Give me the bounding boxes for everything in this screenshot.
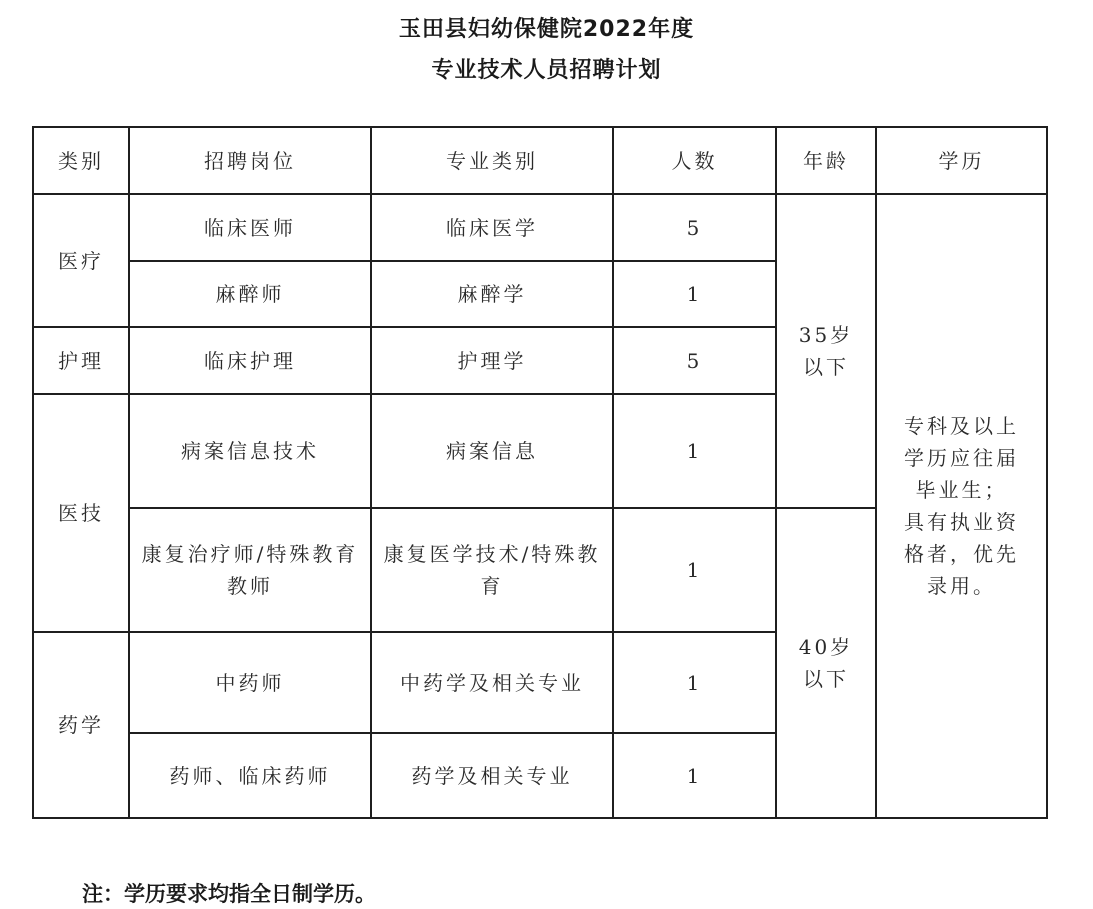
- header-row: [33, 127, 1047, 194]
- age-line: 40岁: [798, 635, 854, 659]
- education-line: 专科及以上: [904, 414, 1019, 438]
- education-line: 学历应往届: [904, 446, 1019, 470]
- header-major: 专业类别: [371, 127, 613, 194]
- page-subtitle: 专业技术人员招聘计划: [431, 58, 662, 83]
- count-cell: 1: [613, 733, 776, 818]
- category-cell: 护理: [33, 327, 129, 394]
- major-cell: 康复医学技术/特殊教育: [371, 508, 613, 632]
- recruitment-table: [32, 126, 1048, 819]
- education-cell: [876, 194, 1047, 818]
- count-cell: 1: [613, 632, 776, 733]
- count-cell: 1: [613, 394, 776, 508]
- position-cell: 临床护理: [129, 327, 371, 394]
- major-cell: 病案信息: [371, 394, 613, 508]
- position-cell: 临床医师: [129, 194, 371, 261]
- major-cell: 中药学及相关专业: [371, 632, 613, 733]
- count-cell: 1: [613, 508, 776, 632]
- age-line: 35岁: [798, 323, 854, 347]
- count-cell: 1: [613, 261, 776, 327]
- major-cell: 麻醉学: [371, 261, 613, 327]
- position-cell: 中药师: [129, 632, 371, 733]
- age-cell: [776, 508, 876, 818]
- count-cell: 5: [613, 194, 776, 261]
- header-position: 招聘岗位: [129, 127, 371, 194]
- category-cell: 药学: [33, 632, 129, 818]
- education-line: 格者，优先: [904, 542, 1019, 566]
- position-cell: 药师、临床药师: [129, 733, 371, 818]
- major-cell: 药学及相关专业: [371, 733, 613, 818]
- age-cell: [776, 194, 876, 508]
- footnote: 注：学历要求均指全日制学历。: [82, 882, 376, 906]
- major-cell: 临床医学: [371, 194, 613, 261]
- page-title: 玉田县妇幼保健院2022年度: [398, 17, 695, 42]
- count-cell: 5: [613, 327, 776, 394]
- category-cell: 医技: [33, 394, 129, 632]
- header-category: 类别: [33, 127, 129, 194]
- position-cell: 病案信息技术: [129, 394, 371, 508]
- major-cell: 护理学: [371, 327, 613, 394]
- header-education: 学历: [876, 127, 1047, 194]
- header-age: 年龄: [776, 127, 876, 194]
- age-line: 以下: [803, 667, 849, 691]
- position-cell: 康复治疗师/特殊教育教师: [129, 508, 371, 632]
- table-row: [33, 194, 1047, 261]
- education-line: 录用。: [927, 574, 996, 598]
- education-line: 毕业生；: [915, 478, 1008, 502]
- education-line: 具有执业资: [904, 510, 1019, 534]
- header-count: 人数: [613, 127, 776, 194]
- category-cell: 医疗: [33, 194, 129, 327]
- age-line: 以下: [803, 355, 849, 379]
- position-cell: 麻醉师: [129, 261, 371, 327]
